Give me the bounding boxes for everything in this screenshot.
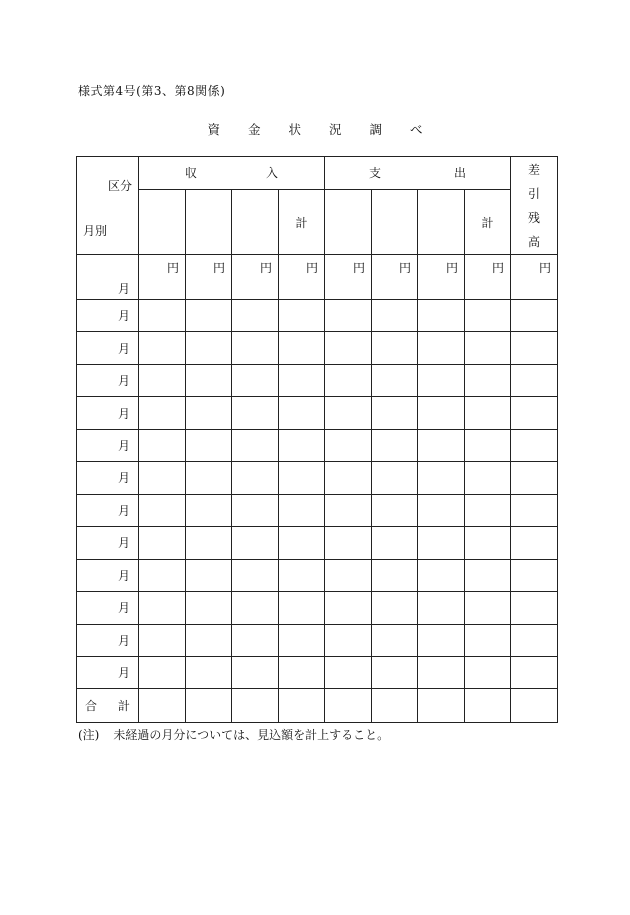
note-text: 未経過の月分については、見込額を計上すること。 [113, 728, 390, 742]
table-row [77, 429, 558, 461]
tsukibetsu-label: 月別 [83, 224, 108, 238]
table-row [77, 255, 558, 300]
footnote [78, 726, 389, 743]
expense-item-cell [418, 189, 465, 255]
table-row [77, 527, 558, 559]
month-label: 月 [77, 255, 139, 300]
title-char: 調 [369, 122, 382, 137]
expense-subtotal-header: 計 [465, 189, 511, 255]
yen-unit: 円 [186, 255, 232, 300]
table-row [77, 397, 558, 429]
month-label: 月 [77, 559, 139, 591]
yen-unit: 円 [372, 255, 418, 300]
table-row [77, 494, 558, 526]
form-number: 様式第4号(第3、第8関係) [78, 84, 226, 98]
balance-char: 高 [528, 234, 541, 249]
balance-char: 残 [528, 210, 541, 225]
month-label: 月 [77, 364, 139, 396]
month-label: 月 [77, 494, 139, 526]
yen-unit: 円 [418, 255, 465, 300]
title-char: 資 [207, 122, 220, 137]
balance-char: 差 [528, 162, 541, 177]
total-row [77, 689, 558, 723]
document-title [0, 120, 630, 138]
income-char: 入 [266, 166, 279, 181]
fund-status-table [76, 156, 558, 723]
income-header [139, 157, 325, 190]
yen-unit: 円 [465, 255, 511, 300]
month-label: 月 [77, 462, 139, 494]
yen-unit: 円 [511, 255, 558, 300]
expense-header [325, 157, 511, 190]
table-row [77, 364, 558, 396]
month-label: 月 [77, 624, 139, 656]
income-item-cell [232, 189, 279, 255]
expense-char: 出 [454, 166, 467, 181]
income-char: 収 [185, 166, 198, 181]
title-char: 状 [288, 122, 301, 137]
expense-char: 支 [369, 166, 382, 181]
total-char: 計 [117, 699, 130, 714]
title-char: 金 [247, 122, 261, 137]
header-row-1 [77, 157, 558, 190]
title-char: べ [409, 122, 423, 137]
income-item-cell [186, 189, 232, 255]
total-char: 合 [85, 699, 98, 714]
table-row [77, 592, 558, 624]
table-row [77, 462, 558, 494]
income-item-cell [139, 189, 186, 255]
month-label: 月 [77, 656, 139, 688]
header-corner-cell [77, 157, 139, 255]
header-row-2 [77, 189, 558, 255]
month-label: 月 [77, 429, 139, 461]
table-row [77, 656, 558, 688]
yen-unit: 円 [232, 255, 279, 300]
yen-unit: 円 [279, 255, 325, 300]
table-row [77, 332, 558, 364]
table-row [77, 300, 558, 332]
balance-char: 引 [528, 186, 541, 201]
expense-item-cell [325, 189, 372, 255]
yen-unit: 円 [325, 255, 372, 300]
month-label: 月 [77, 332, 139, 364]
month-label: 月 [77, 592, 139, 624]
yen-unit: 円 [139, 255, 186, 300]
table-row [77, 624, 558, 656]
table-row [77, 559, 558, 591]
balance-header [511, 157, 558, 255]
expense-item-cell [372, 189, 418, 255]
total-label [77, 689, 139, 723]
income-subtotal-header: 計 [279, 189, 325, 255]
month-label: 月 [77, 300, 139, 332]
month-label: 月 [77, 527, 139, 559]
title-char: 況 [328, 122, 342, 137]
month-label: 月 [77, 397, 139, 429]
kubun-label: 区分 [107, 179, 132, 193]
note-tag: (注) [78, 728, 100, 742]
